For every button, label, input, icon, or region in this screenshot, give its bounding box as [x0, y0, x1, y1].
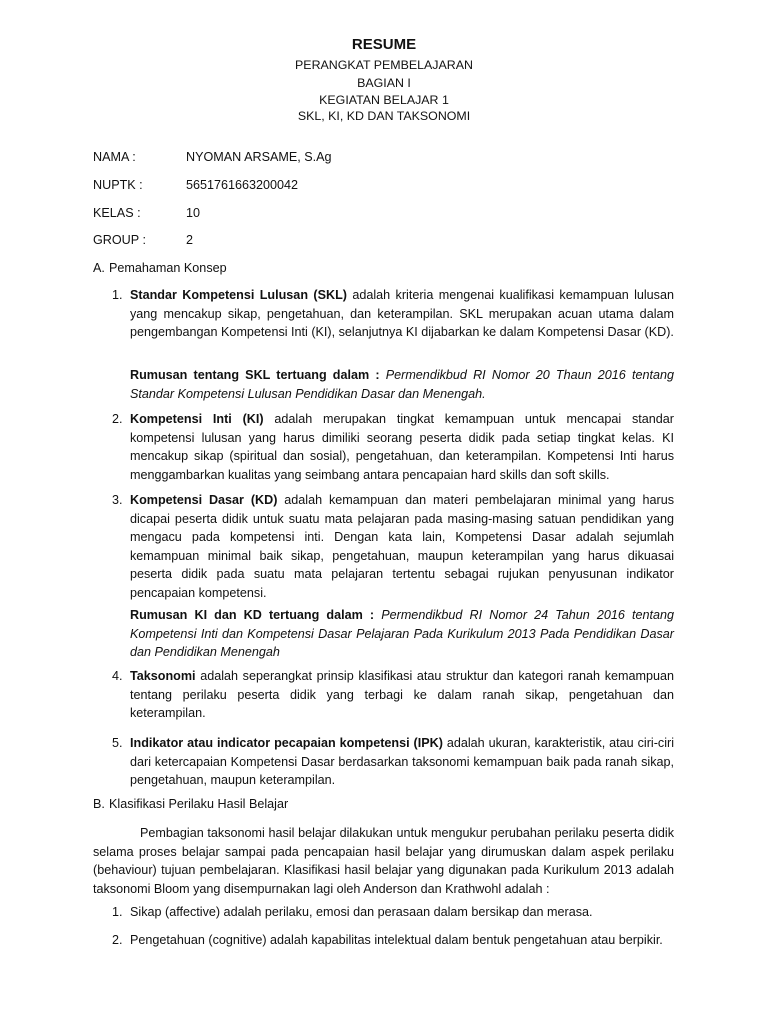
info-label: KELAS : — [93, 206, 141, 220]
item-number: 5. — [112, 736, 123, 750]
subtitle-line-4: SKL, KI, KD DAN TAKSONOMI — [297, 109, 471, 123]
item-term: Kompetensi Inti (KI) — [130, 412, 264, 426]
item-number: 2. — [112, 933, 123, 947]
item-text: Pengetahuan (cognitive) adalah kapabilitas intelektual dalam bentuk pengetahuan atau berpikir. — [130, 933, 663, 947]
info-label: NUPTK : — [93, 178, 143, 192]
rumusan-label: Rumusan tentang SKL tertuang dalam : — [130, 368, 380, 382]
list-item — [112, 667, 674, 723]
info-label: NAMA : — [93, 150, 136, 164]
section-b-paragraph: Pembagian taksonomi hasil belajar dilakukan untuk mengukur perubahan perilaku peserta didik selama proses belajar sampai pada pencapaian hasil belajar yang dirumuskan dalam aspek perilaku (behaviour) tujuan pembelajaran. Klasifikasi hasil belajar yang digunakan pada Kurikulum 2013 adalah taksonomi Bloom yang disempurnakan lagi oleh Anderson dan Krathwohl adalah : — [93, 826, 674, 896]
info-value: 5651761663200042 — [186, 178, 299, 192]
item-term: Kompetensi Dasar (KD) — [130, 493, 278, 507]
subtitle-line-2: BAGIAN I — [357, 76, 411, 90]
item-text: adalah merupakan tingkat kemampuan untuk mencapai standar kompetensi lulusan yang harus dimiliki seorang peserta didik pada setiap tingkat kelas. KI mencakup sikap (spiritual dan sosial), pengetahuan, dan keterampilan. Kompetensi Inti harus menggambarkan kualitas yang seimbang antara pencapaian hard skills dan soft skills. — [130, 412, 674, 482]
item-text: adalah kemampuan dan materi pembelajaran minimal yang harus dicapai peserta didik untuk suatu mata pelajaran pada masing-masing satuan pendidikan yang mengacu pada kompetensi inti. Dengan kata lain, Kompetensi Dasar adalah sejumlah kemampuan minimal baik sikap, pengetahuan, maupun keterampilan yang harus dikuasai peserta didik pada suatu mata pelajaran tertentu sebagai rujukan penyusunan indikator pencapaian kompetensi. — [130, 493, 674, 600]
list-item — [112, 286, 674, 342]
item-text: Sikap (affective) adalah perilaku, emosi dan perasaan dalam bersikap dan merasa. — [130, 905, 593, 919]
item-number: 2. — [112, 412, 123, 426]
item-term: Standar Kompetensi Lulusan (SKL) — [130, 288, 347, 302]
list-item — [112, 410, 674, 484]
subtitle-line-1: PERANGKAT PEMBELAJARAN — [295, 58, 473, 72]
info-value: 10 — [186, 206, 201, 220]
section-a-heading — [93, 259, 227, 278]
section-title: Pemahaman Konsep — [109, 261, 227, 275]
section-letter: B. — [93, 797, 105, 811]
item-text: adalah ukuran, karakteristik, atau ciri-ciri dari ketercapaian Kompetensi Dasar berdasarkan taksonomi kemampuan baik pada ranah sikap, pengetahuan, maupun keterampilan. — [130, 736, 674, 787]
rumusan-skl — [130, 366, 674, 403]
info-label: GROUP : — [93, 233, 146, 247]
rumusan-label: Rumusan KI dan KD tertuang dalam : — [130, 608, 375, 622]
item-number: 1. — [112, 905, 123, 919]
list-item — [112, 903, 674, 922]
section-b-heading — [93, 795, 288, 814]
list-item — [112, 734, 674, 790]
item-term: Taksonomi — [130, 669, 196, 683]
list-item — [112, 931, 674, 950]
item-term: Indikator atau indicator pecapaian kompetensi (IPK) — [130, 736, 443, 750]
item-number: 3. — [112, 493, 123, 507]
info-value: NYOMAN ARSAME, S.Ag — [186, 150, 332, 164]
section-letter: A. — [93, 261, 105, 275]
list-item — [112, 491, 674, 602]
rumusan-ki-kd — [130, 606, 674, 662]
item-text: adalah seperangkat prinsip klasifikasi atau struktur dan kategori ranah kemampuan tentang perilaku peserta didik yang terbagi ke dalam ranah sikap, pengetahuan dan keterampilan. — [130, 669, 674, 720]
section-title: Klasifikasi Perilaku Hasil Belajar — [109, 797, 289, 811]
info-value: 2 — [186, 233, 194, 247]
item-text: adalah kriteria mengenai kualifikasi kemampuan lulusan yang mencakup sikap, pengetahuan, dan keterampilan. SKL merupakan acuan utama dalam pengembangan Kompetensi Inti (KI), selanjutnya KI dijabarkan ke dalam Kompetensi Dasar (KD). — [130, 288, 674, 339]
subtitle-line-3: KEGIATAN BELAJAR 1 — [319, 93, 449, 107]
item-number: 1. — [112, 288, 123, 302]
rumusan-text: Permendikbud RI Nomor 20 Thaun 2016 tentang Standar Kompetensi Lulusan Pendidikan Dasar dan Menengah. — [130, 368, 674, 401]
item-number: 4. — [112, 669, 123, 683]
rumusan-text: Permendikbud RI Nomor 24 Tahun 2016 tentang Kompetensi Inti dan Kompetensi Dasar Pelajaran Pada Kurikulum 2013 Pada Pendidikan Dasar dan Pendidikan Menengah — [130, 608, 674, 659]
document-title: RESUME — [351, 36, 417, 53]
